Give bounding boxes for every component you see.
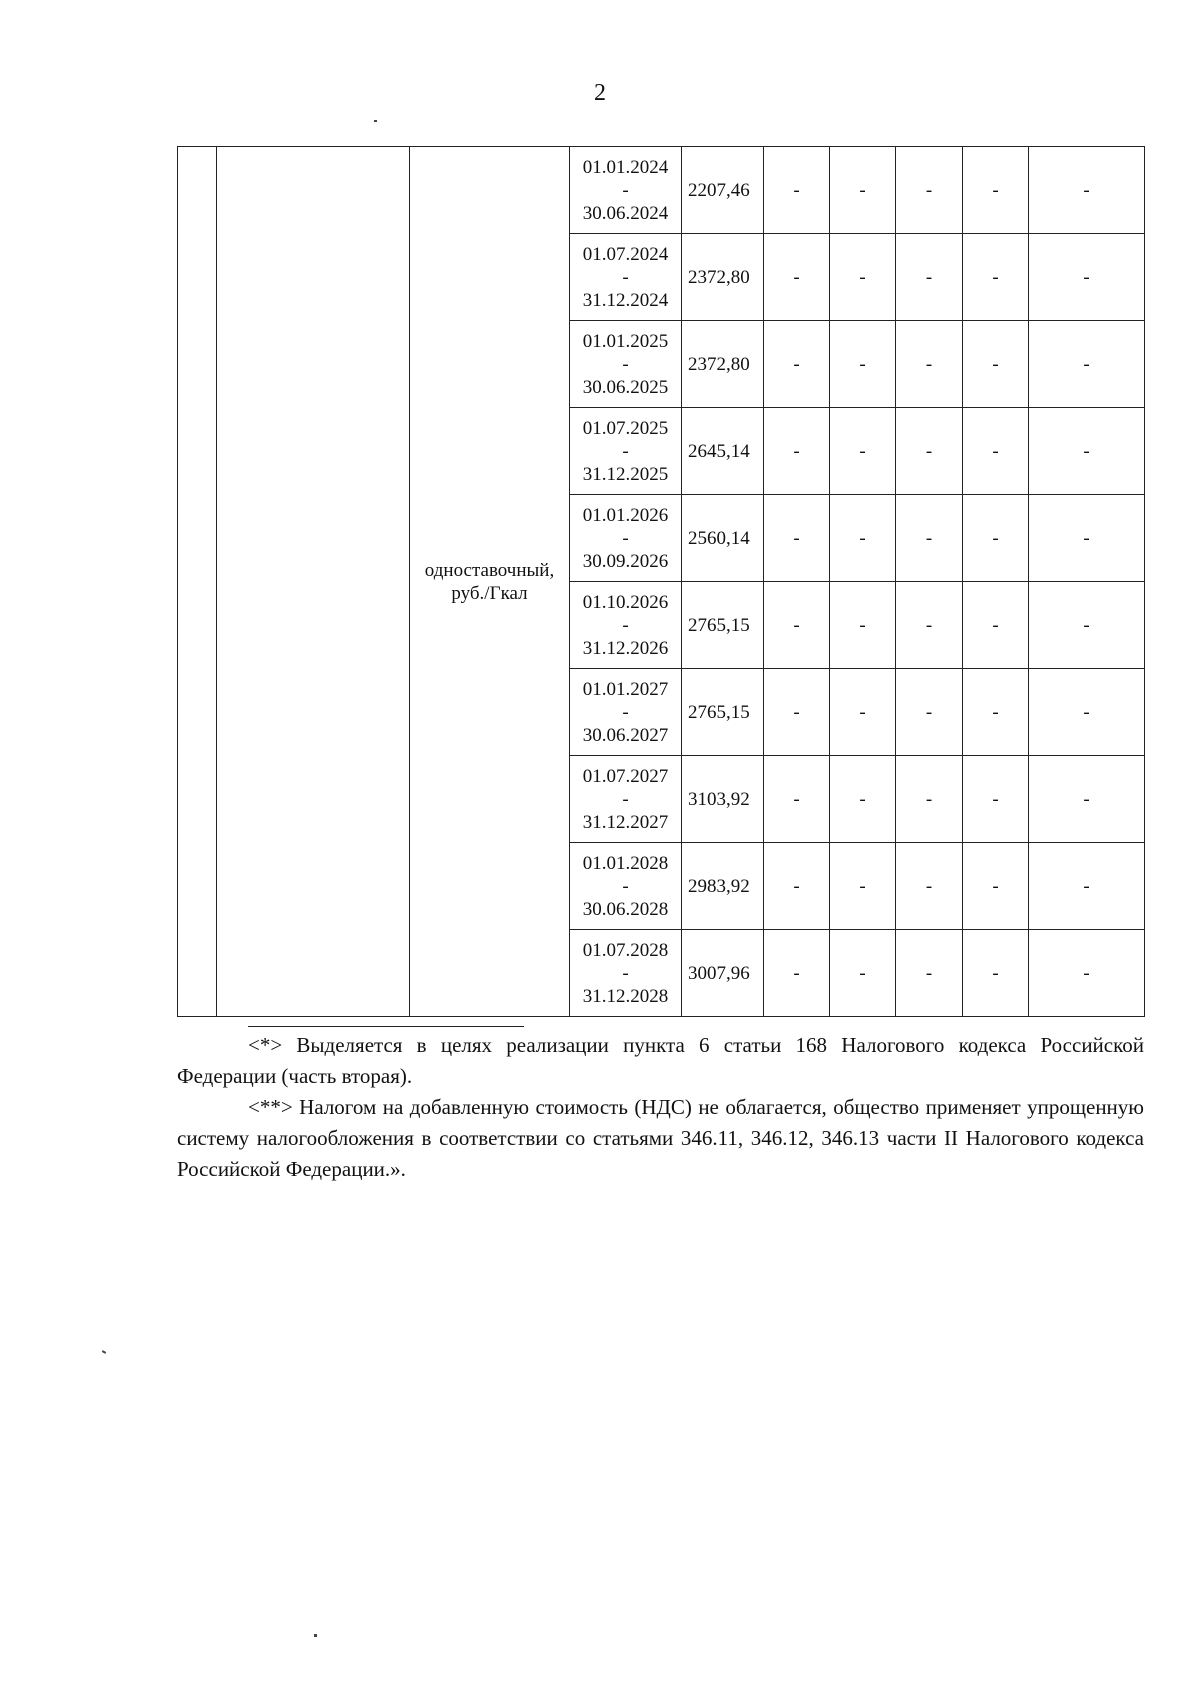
empty-value-cell: - [764,756,830,843]
index-cell [178,147,217,1017]
empty-value-cell: - [764,408,830,495]
period-dash: - [622,179,629,201]
empty-value-cell: - [1029,495,1145,582]
tariff-value-cell: 2372,80 [682,321,764,408]
empty-value-cell: - [764,669,830,756]
period-dash: - [622,266,629,288]
period-end: 31.12.2028 [582,985,669,1007]
period-end: 30.06.2028 [582,898,669,920]
empty-value-cell: - [896,843,963,930]
period-dash: - [622,701,629,723]
empty-value-cell: - [830,234,896,321]
period-start: 01.07.2025 [582,417,669,439]
empty-value-cell: - [896,408,963,495]
empty-value-cell: - [963,408,1029,495]
empty-value-cell: - [1029,408,1145,495]
empty-value-cell: - [963,234,1029,321]
name-cell [217,147,410,1017]
period-start: 01.01.2025 [582,330,669,352]
empty-value-cell: - [764,930,830,1017]
empty-value-cell: - [896,234,963,321]
period-end: 30.06.2027 [582,724,669,746]
empty-value-cell: - [963,147,1029,234]
period-end: 31.12.2025 [582,463,669,485]
empty-value-cell: - [1029,756,1145,843]
empty-value-cell: - [896,147,963,234]
period-end: 30.09.2026 [582,550,669,572]
footnote-separator [248,1026,524,1027]
period-dash: - [622,527,629,549]
period-start: 01.01.2026 [582,504,669,526]
empty-value-cell: - [764,321,830,408]
period-dash: - [622,353,629,375]
period-dash: - [622,614,629,636]
empty-value-cell: - [896,930,963,1017]
period-cell [570,843,682,930]
period-start: 01.10.2026 [582,591,669,613]
tariff-table [177,146,1145,1017]
period-start: 01.07.2024 [582,243,669,265]
period-cell [570,408,682,495]
period-dash: - [622,875,629,897]
period-cell [570,756,682,843]
period-end: 30.06.2025 [582,376,669,398]
empty-value-cell: - [830,669,896,756]
empty-value-cell: - [830,147,896,234]
empty-value-cell: - [830,930,896,1017]
empty-value-cell: - [896,669,963,756]
tariff-value-cell: 2645,14 [682,408,764,495]
empty-value-cell: - [1029,669,1145,756]
table-row [178,147,1145,234]
period-dash: - [622,962,629,984]
empty-value-cell: - [1029,321,1145,408]
tariff-value-cell: 2765,15 [682,669,764,756]
empty-value-cell: - [830,843,896,930]
tariff-value-cell: 2207,46 [682,147,764,234]
period-cell [570,495,682,582]
period-start: 01.07.2028 [582,939,669,961]
tariff-value-cell: 2560,14 [682,495,764,582]
empty-value-cell: - [963,843,1029,930]
period-dash: - [622,788,629,810]
period-cell [570,321,682,408]
empty-value-cell: - [830,756,896,843]
empty-value-cell: - [896,321,963,408]
empty-value-cell: - [830,408,896,495]
empty-value-cell: - [764,843,830,930]
empty-value-cell: - [764,582,830,669]
empty-value-cell: - [896,582,963,669]
tariff-value-cell: 2372,80 [682,234,764,321]
empty-value-cell: - [896,756,963,843]
empty-value-cell: - [1029,843,1145,930]
period-start: 01.07.2027 [582,765,669,787]
empty-value-cell: - [830,495,896,582]
empty-value-cell: - [963,669,1029,756]
period-cell [570,669,682,756]
period-end: 31.12.2024 [582,289,669,311]
footnotes [177,1030,1144,1185]
period-start: 01.01.2028 [582,852,669,874]
empty-value-cell: - [963,756,1029,843]
empty-value-cell: - [896,495,963,582]
empty-value-cell: - [1029,930,1145,1017]
scan-speck [102,1350,106,1354]
tariff-value-cell: 3007,96 [682,930,764,1017]
period-end: 31.12.2026 [582,637,669,659]
scan-speck [374,120,377,122]
tariff-table-body [178,147,1145,1017]
period-end: 30.06.2024 [582,202,669,224]
empty-value-cell: - [1029,234,1145,321]
empty-value-cell: - [963,582,1029,669]
footnote-vat-allocation: <*> Выделяется в целях реализации пункта 6 статьи 168 Налогового кодекса Российской Федерации (часть вторая). [177,1033,1144,1088]
period-start: 01.01.2027 [582,678,669,700]
empty-value-cell: - [830,582,896,669]
period-cell [570,234,682,321]
empty-value-cell: - [1029,582,1145,669]
tariff-value-cell: 2765,15 [682,582,764,669]
period-start: 01.01.2024 [582,156,669,178]
tariff-value-cell: 3103,92 [682,756,764,843]
empty-value-cell: - [963,495,1029,582]
empty-value-cell: - [963,930,1029,1017]
empty-value-cell: - [764,147,830,234]
period-cell [570,582,682,669]
empty-value-cell: - [963,321,1029,408]
rate-type-cell: одноставочный, руб./Гкал [410,147,570,1017]
period-dash: - [622,440,629,462]
tariff-value-cell: 2983,92 [682,843,764,930]
scan-speck [314,1634,317,1637]
period-cell [570,930,682,1017]
period-end: 31.12.2027 [582,811,669,833]
page-number: 2 [594,80,606,106]
empty-value-cell: - [764,234,830,321]
footnote-vat-exemption: <**> Налогом на добавленную стоимость (НДС) не облагается, общество применяет упрощенную систему налогообложения в соответствии со статьями 346.11, 346.12, 346.13 части II Налогового кодекса Российской Федерации.». [177,1095,1144,1181]
period-cell [570,147,682,234]
empty-value-cell: - [1029,147,1145,234]
empty-value-cell: - [764,495,830,582]
empty-value-cell: - [830,321,896,408]
